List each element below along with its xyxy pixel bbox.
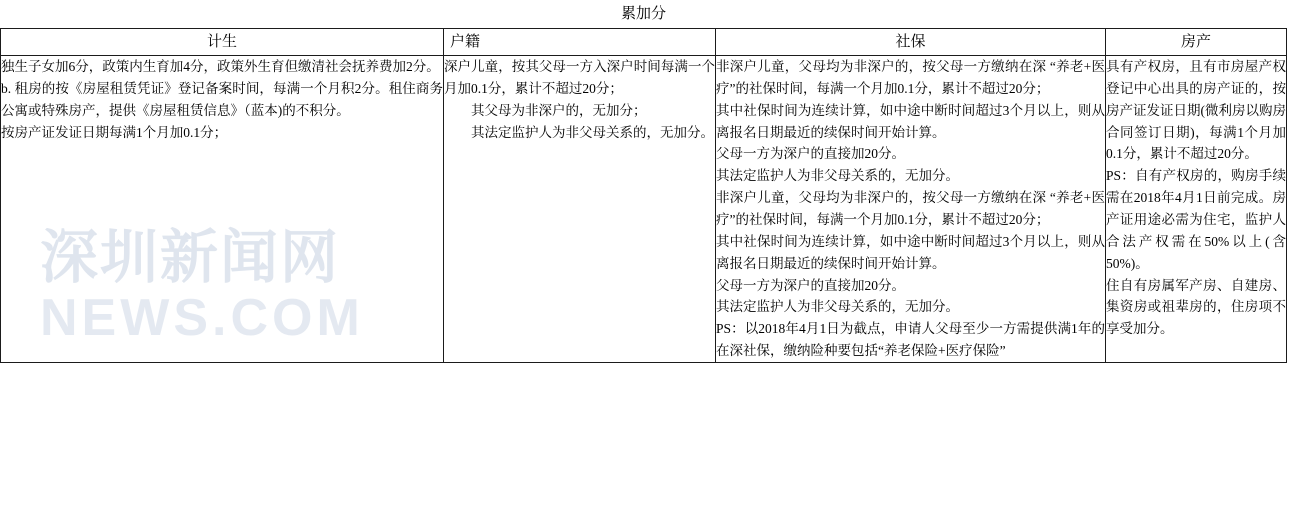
cell-shebao bbox=[716, 56, 1106, 363]
table-header-row bbox=[1, 29, 1287, 56]
jisheng-para-1: 独生子女加6分，政策内生育加4分，政策外生育但缴清社会抚养费加2分。 bbox=[1, 59, 440, 74]
cell-jisheng bbox=[1, 56, 444, 363]
table-title: 累加分 bbox=[1, 0, 1287, 29]
huji-para-1: 深户儿童，按其父母一方入深户时间每满一个月加0.1分，累计不超过20分； bbox=[444, 59, 715, 96]
jisheng-para-3: 按房产证发证日期每满1个月加0.1分； bbox=[1, 124, 228, 140]
cell-huji bbox=[444, 56, 716, 363]
jisheng-para-2: b. 租房的按《房屋租赁凭证》登记备案时间，每满一个月积2分。租住商务公寓或特殊房产，提供《房屋租赁信息》（蓝本)的不积分。 bbox=[1, 80, 443, 118]
shebao-para-2: 其中社保时间为连续计算，如中途中断时间超过3个月以上，则从离报名日期最近的续保时间开始计算。 bbox=[716, 102, 1105, 140]
huji-para-2: 其父母为非深户的，无加分； bbox=[471, 102, 647, 118]
column-header-shebao: 社保 bbox=[716, 29, 1106, 56]
fangchan-para-1: 具有产权房，且有市房屋产权登记中心出具的房产证的，按房产证发证日期(微利房以购房合同签订日期)，每满1个月加0.1分，累计不超过20分。 bbox=[1106, 59, 1287, 162]
shebao-para-7: 父母一方为深户的直接加20分。 bbox=[716, 277, 905, 293]
column-header-fangchan: 房产 bbox=[1106, 29, 1287, 56]
shebao-para-4: 其法定监护人为非父母关系的，无加分。 bbox=[716, 168, 959, 184]
table-row bbox=[1, 56, 1287, 363]
shebao-para-3: 父母一方为深户的直接加20分。 bbox=[716, 146, 905, 162]
fangchan-para-3: 住自有房属军产房、自建房、集资房或祖辈房的，住房项不享受加分。 bbox=[1106, 277, 1287, 337]
huji-para-3: 其法定监护人为非父母关系的，无加分。 bbox=[471, 124, 714, 140]
table-title-row bbox=[1, 0, 1287, 29]
shebao-para-5: 非深户儿童，父母均为非深户的，按父母一方缴纳在深 “养老+医疗”的社保时间，每满一个月加0.1分，累计不超过20分； bbox=[716, 190, 1105, 228]
shebao-para-6: 其中社保时间为连续计算，如中途中断时间超过3个月以上，则从离报名日期最近的续保时间开始计算。 bbox=[716, 233, 1105, 271]
shebao-para-1: 非深户儿童，父母均为非深户的，按父母一方缴纳在深 “养老+医疗”的社保时间，每满一个月加0.1分，累计不超过20分； bbox=[716, 59, 1105, 96]
shebao-para-8: 其法定监护人为非父母关系的，无加分。 bbox=[716, 299, 959, 315]
cell-fangchan bbox=[1106, 56, 1287, 363]
column-header-huji: 户籍 bbox=[444, 29, 716, 56]
fangchan-para-2: PS：自有产权房的，购房手续需在2018年4月1日前完成。房产证用途必需为住宅，监护人合法产权需在50%以上(含50%)。 bbox=[1106, 168, 1287, 271]
column-header-jisheng: 计生 bbox=[1, 29, 444, 56]
watermark-line1: 深圳新闻网 bbox=[40, 225, 341, 290]
watermark-line2: NEWS.COM bbox=[40, 289, 364, 347]
shebao-para-9: PS：以2018年4月1日为截点，申请人父母至少一方需提供满1年的在深社保，缴纳险种要包括“养老保险+医疗保险” bbox=[716, 321, 1105, 359]
